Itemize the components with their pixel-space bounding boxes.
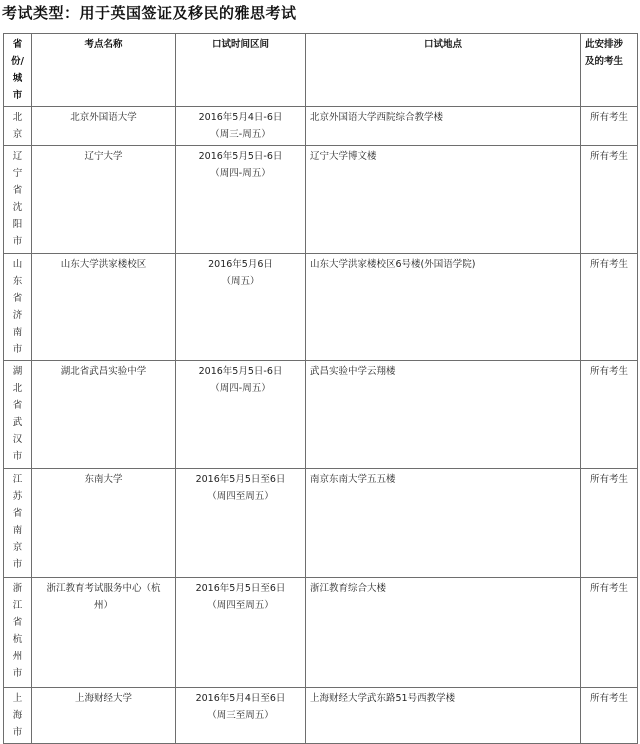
province-char: 辽 xyxy=(12,151,23,162)
header-time-range: 口试时间区间 xyxy=(176,34,306,107)
province-char: 省 xyxy=(12,293,23,304)
province-char: 市 xyxy=(12,668,23,679)
candidates-cell: 所有考生 xyxy=(581,688,638,744)
venue-name-cell xyxy=(32,146,176,254)
province-char: 南 xyxy=(12,327,23,338)
province-char: 汉 xyxy=(12,434,23,445)
time-range-cell xyxy=(176,107,306,146)
time-range-cell xyxy=(176,254,306,361)
location-cell: 浙江教育综合大楼 xyxy=(306,578,581,688)
time-range-line: 2016年5月4日至6日 xyxy=(195,693,286,704)
exam-schedule-table xyxy=(3,33,638,744)
province-city-cell xyxy=(4,146,32,254)
time-range-line: （周四-周五） xyxy=(210,383,271,394)
table-row xyxy=(4,146,638,254)
header-province: 省 份/ 城 市 xyxy=(4,34,32,107)
time-range-line: （周五） xyxy=(221,276,260,287)
location-cell: 武昌实验中学云翔楼 xyxy=(306,361,581,469)
province-char: 省 xyxy=(12,617,23,628)
venue-name-line: 山东大学洪家楼校区 xyxy=(60,259,147,270)
time-range-line: 2016年5月5日-6日 xyxy=(198,151,283,162)
time-range-line: （周三-周五） xyxy=(210,129,271,140)
province-char: 北 xyxy=(12,383,23,394)
venue-name-line: 州） xyxy=(93,600,113,611)
venue-name-line: 湖北省武昌实验中学 xyxy=(60,366,147,377)
province-city-cell xyxy=(4,578,32,688)
province-char: 武 xyxy=(12,417,23,428)
time-range-line: （周三至周五） xyxy=(207,710,274,721)
province-char: 苏 xyxy=(12,491,23,502)
province-char: 市 xyxy=(12,727,23,738)
province-char: 东 xyxy=(12,276,23,287)
header-location: 口试地点 xyxy=(306,34,581,107)
venue-name-cell xyxy=(32,107,176,146)
province-char: 山 xyxy=(12,259,23,270)
candidates-cell: 所有考生 xyxy=(581,578,638,688)
location-cell: 山东大学洪家楼校区6号楼(外国语学院) xyxy=(306,254,581,361)
table-row xyxy=(4,688,638,744)
province-char: 京 xyxy=(12,542,23,553)
venue-name-cell xyxy=(32,469,176,578)
location-cell: 辽宁大学博文楼 xyxy=(306,146,581,254)
venue-name-cell xyxy=(32,688,176,744)
province-char: 阳 xyxy=(12,219,23,230)
province-char: 海 xyxy=(12,710,23,721)
time-range-line: （周四至周五） xyxy=(207,600,274,611)
province-char: 市 xyxy=(12,236,23,247)
venue-name-cell xyxy=(32,578,176,688)
table-header-row xyxy=(4,34,638,107)
table-row xyxy=(4,254,638,361)
venue-name-line: 北京外国语大学 xyxy=(70,112,137,123)
province-char: 州 xyxy=(12,651,23,662)
province-char: 宁 xyxy=(12,168,23,179)
venue-name-line: 浙江教育考试服务中心（杭 xyxy=(46,583,161,594)
candidates-cell: 所有考生 xyxy=(581,146,638,254)
time-range-line: （周四-周五） xyxy=(210,168,271,179)
candidates-cell: 所有考生 xyxy=(581,361,638,469)
time-range-cell xyxy=(176,578,306,688)
time-range-line: 2016年5月6日 xyxy=(208,259,273,270)
province-city-cell xyxy=(4,254,32,361)
province-char: 沈 xyxy=(12,202,23,213)
venue-name-cell xyxy=(32,361,176,469)
province-char: 江 xyxy=(12,600,23,611)
time-range-cell xyxy=(176,688,306,744)
province-char: 市 xyxy=(12,451,23,462)
candidates-cell: 所有考生 xyxy=(581,469,638,578)
province-char: 济 xyxy=(12,310,23,321)
table-body xyxy=(4,107,638,744)
province-char: 京 xyxy=(12,129,23,140)
province-char: 省 xyxy=(12,400,23,411)
table-row xyxy=(4,469,638,578)
candidates-cell: 所有考生 xyxy=(581,254,638,361)
province-char: 市 xyxy=(12,559,23,570)
header-candidates: 此安排涉 及的考生 xyxy=(581,34,638,107)
venue-name-line: 辽宁大学 xyxy=(84,151,123,162)
province-char: 浙 xyxy=(12,583,23,594)
province-city-cell xyxy=(4,688,32,744)
venue-name-line: 上海财经大学 xyxy=(74,693,132,704)
province-city-cell xyxy=(4,107,32,146)
time-range-cell xyxy=(176,146,306,254)
province-city-cell xyxy=(4,469,32,578)
province-char: 杭 xyxy=(12,634,23,645)
location-cell: 北京外国语大学西院综合教学楼 xyxy=(306,107,581,146)
time-range-line: 2016年5月5日-6日 xyxy=(198,366,283,377)
location-cell: 南京东南大学五五楼 xyxy=(306,469,581,578)
province-char: 上 xyxy=(12,693,23,704)
time-range-cell xyxy=(176,361,306,469)
province-city-cell xyxy=(4,361,32,469)
time-range-cell xyxy=(176,469,306,578)
time-range-line: （周四至周五） xyxy=(207,491,274,502)
header-venue-name: 考点名称 xyxy=(32,34,176,107)
province-char: 北 xyxy=(12,112,23,123)
province-char: 省 xyxy=(12,185,23,196)
province-char: 市 xyxy=(12,344,23,355)
venue-name-cell xyxy=(32,254,176,361)
candidates-cell: 所有考生 xyxy=(581,107,638,146)
time-range-line: 2016年5月4日-6日 xyxy=(198,112,283,123)
table-row xyxy=(4,107,638,146)
province-char: 江 xyxy=(12,474,23,485)
province-char: 南 xyxy=(12,525,23,536)
venue-name-line: 东南大学 xyxy=(84,474,123,485)
time-range-line: 2016年5月5日至6日 xyxy=(195,474,286,485)
table-row xyxy=(4,578,638,688)
province-char: 湖 xyxy=(12,366,23,377)
time-range-line: 2016年5月5日至6日 xyxy=(195,583,286,594)
location-cell: 上海财经大学武东路51号西教学楼 xyxy=(306,688,581,744)
province-char: 省 xyxy=(12,508,23,519)
page-title: 考试类型：用于英国签证及移民的雅思考试 xyxy=(2,4,297,22)
table-row xyxy=(4,361,638,469)
